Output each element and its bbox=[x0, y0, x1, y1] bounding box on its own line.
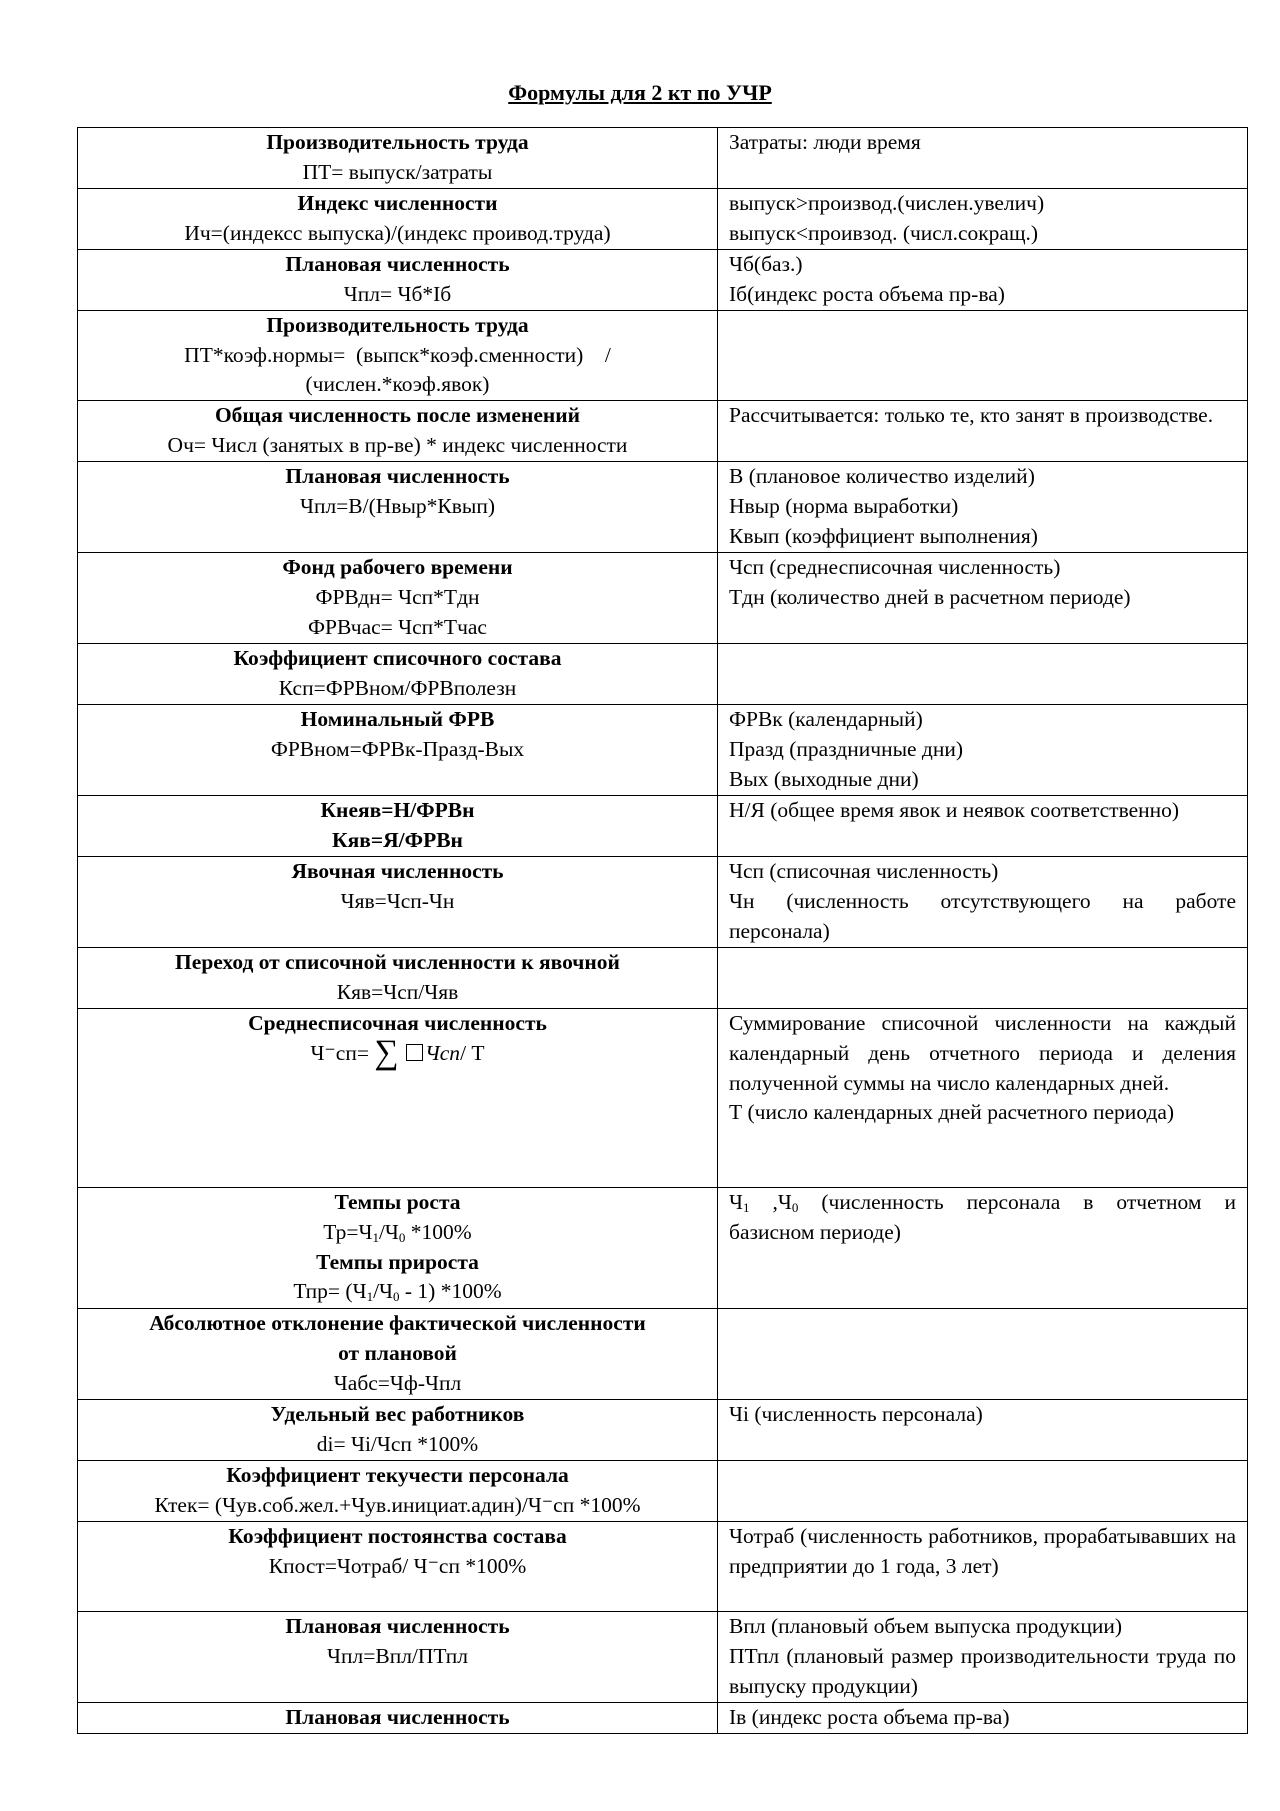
formula-cell bbox=[78, 1009, 718, 1188]
explanation-text: Чi (численность персонала) bbox=[729, 1402, 983, 1427]
formula-text: Ич=(индексс выпуска)/(индекс проивод.труда) bbox=[184, 220, 611, 245]
subscript: 0 bbox=[791, 1200, 799, 1216]
explanation-cell bbox=[718, 705, 1248, 796]
formula-heading: от плановой bbox=[338, 1340, 457, 1365]
formula-text: ФРВдн= Чсп*Тдн bbox=[315, 584, 480, 609]
formula-text: Чпл=Впл/ПТпл bbox=[327, 1643, 468, 1668]
sum-icon: ∑ bbox=[374, 1033, 399, 1071]
explanation-text: Т (число календарных дней расчетного периода) bbox=[729, 1100, 1175, 1125]
formula-text: (численность персонала в отчетном и bbox=[798, 1190, 1236, 1215]
explanation-text: Квып (коэффициент выполнения) bbox=[729, 523, 1038, 548]
explanation-cell bbox=[718, 189, 1248, 250]
table-row bbox=[78, 948, 1248, 1009]
explanation-text: Затраты: люди время bbox=[729, 130, 921, 154]
formula-text: *100% bbox=[405, 1219, 472, 1244]
formula-cell bbox=[78, 311, 718, 401]
formula-text: ФРВном=ФРВк-Празд-Вых bbox=[270, 736, 525, 761]
explanation-cell bbox=[718, 1188, 1248, 1309]
formula-text: Ктек= (Чув.соб.жел.+Чув.инициат.адин)/Ч⁻сп *100% bbox=[154, 1492, 641, 1517]
formula-text: Ч⁻сп= bbox=[310, 1040, 369, 1065]
explanation-cell bbox=[718, 1461, 1248, 1522]
formula-heading: Кнеяв=Н/ФРВн bbox=[320, 798, 475, 823]
formula-heading: Плановая численность bbox=[285, 1614, 510, 1639]
formula-text: , bbox=[749, 1190, 778, 1215]
explanation-text: Чб(баз.) bbox=[729, 252, 803, 276]
formula-cell bbox=[78, 189, 718, 250]
table-row bbox=[78, 705, 1248, 796]
explanation-text: Вых (выходные дни) bbox=[729, 766, 919, 791]
explanation-text: Нвыр (норма выработки) bbox=[729, 493, 959, 518]
formula-heading: Явочная численность bbox=[291, 859, 504, 884]
formula-text: Чпл=В/(Нвыр*Квып) bbox=[299, 493, 496, 518]
explanation-text: Рассчитывается: только те, кто занят в производстве. bbox=[729, 403, 1214, 428]
explanation-cell bbox=[718, 1522, 1248, 1612]
explanation-text: Чсп (списочная численность) bbox=[729, 859, 999, 884]
table-row bbox=[78, 644, 1248, 705]
explanation-text: Чсп (среднесписочная численность) bbox=[729, 555, 1061, 580]
subscript: 1 bbox=[372, 1229, 379, 1245]
explanation-cell bbox=[718, 553, 1248, 644]
subscript: 0 bbox=[398, 1229, 406, 1245]
explanation-cell bbox=[718, 311, 1248, 401]
formula-heading: Кяв=Я/ФРВн bbox=[332, 827, 463, 852]
formula-text: Чабс=Чф-Чпл bbox=[333, 1370, 462, 1395]
formula-text: ПТ= выпуск/затраты bbox=[302, 159, 493, 184]
formula-cell bbox=[78, 250, 718, 311]
table-row bbox=[78, 1188, 1248, 1309]
formula-heading: Производительность труда bbox=[266, 130, 529, 154]
explanation-text: Празд (праздничные дни) bbox=[729, 736, 964, 761]
explanation-cell bbox=[718, 1009, 1248, 1188]
table-row bbox=[78, 1309, 1248, 1400]
increment-formula bbox=[89, 1277, 706, 1307]
formula-cell bbox=[78, 401, 718, 462]
explanation-cell bbox=[718, 1400, 1248, 1461]
explanation-text: Впл (плановый объем выпуска продукции) bbox=[729, 1614, 1123, 1639]
formula-cell bbox=[78, 644, 718, 705]
formula-cell bbox=[78, 1461, 718, 1522]
formula-cell bbox=[78, 128, 718, 189]
formula-heading: Номинальный ФРВ bbox=[300, 707, 495, 732]
explanation-cell bbox=[718, 857, 1248, 948]
explanation-text: Iв (индекс роста объема пр-ва) bbox=[729, 1705, 1010, 1730]
subscript: 0 bbox=[393, 1289, 400, 1305]
explanation-cell bbox=[718, 401, 1248, 462]
table-row bbox=[78, 462, 1248, 553]
average-formula bbox=[89, 1033, 706, 1071]
formula-text: Ч bbox=[729, 1190, 743, 1215]
table-row bbox=[78, 1461, 1248, 1522]
table-row bbox=[78, 1009, 1248, 1188]
explanation-cell bbox=[718, 250, 1248, 311]
formula-text: - 1) *100% bbox=[399, 1279, 502, 1304]
table-row bbox=[78, 189, 1248, 250]
formula-heading: Абсолютное отклонение фактической численности bbox=[149, 1311, 646, 1336]
subscript: 1 bbox=[366, 1289, 374, 1305]
explanation-text: ПТпл (плановый размер производительности труда по выпуску продукции) bbox=[729, 1643, 1236, 1698]
formula-cell bbox=[78, 948, 718, 1009]
explanation-text: Суммирование списочной численности на каждый календарный день отчетного периода и деления полученной суммы на число календарных дней. bbox=[729, 1011, 1236, 1095]
formula-text: Тр=Ч bbox=[323, 1219, 373, 1244]
formula-text: Чпл= Чб*Iб bbox=[343, 281, 452, 306]
explanation-cell bbox=[718, 1703, 1248, 1734]
formula-cell bbox=[78, 1188, 718, 1309]
formula-cell bbox=[78, 1612, 718, 1703]
formula-text: Ксп=ФРВном/ФРВполезн bbox=[278, 675, 517, 700]
formula-heading: Плановая численность bbox=[285, 464, 510, 489]
table-row bbox=[78, 128, 1248, 189]
explanation-cell bbox=[718, 128, 1248, 189]
formula-text: /Ч bbox=[378, 1219, 399, 1244]
formula-text: / Т bbox=[460, 1040, 485, 1065]
formula-cell bbox=[78, 857, 718, 948]
formula-text: ФРВчас= Чсп*Тчас bbox=[308, 614, 487, 639]
table-row bbox=[78, 553, 1248, 644]
formula-cell bbox=[78, 705, 718, 796]
table-row bbox=[78, 1400, 1248, 1461]
formula-cell bbox=[78, 1400, 718, 1461]
formula-text: di= Чi/Чсп *100% bbox=[316, 1431, 479, 1456]
formula-cell bbox=[78, 796, 718, 857]
explanation-text: ФРВк (календарный) bbox=[729, 707, 923, 732]
table-row bbox=[78, 1703, 1248, 1734]
formula-text: Тпр= (Ч bbox=[293, 1279, 367, 1304]
explanation-text: выпуск>производ.(числен.увелич) bbox=[729, 191, 1045, 215]
subscript: 1 bbox=[742, 1200, 750, 1216]
explanation-cell bbox=[718, 1612, 1248, 1703]
growth-formula bbox=[89, 1218, 706, 1248]
formula-cell bbox=[78, 462, 718, 553]
formula-cell bbox=[78, 1522, 718, 1612]
formula-heading: Плановая численность bbox=[285, 252, 510, 276]
formula-text: Чяв=Чсп-Чн bbox=[340, 888, 455, 913]
explanation-cell bbox=[718, 1309, 1248, 1400]
explanation-text: Чотраб (численность работников, прорабатывавших на предприятии до 1 года, 3 лет) bbox=[729, 1524, 1236, 1578]
formula-heading: Индекс численности bbox=[297, 191, 498, 215]
explanation-text: выпуск<проивзод. (числ.сокращ.) bbox=[729, 220, 1039, 245]
formula-cell bbox=[78, 1703, 718, 1734]
explanation-cell bbox=[718, 462, 1248, 553]
formula-heading: Темпы роста bbox=[334, 1190, 461, 1215]
formula-heading: Общая численность после изменений bbox=[214, 403, 581, 428]
formula-heading: Темпы прироста bbox=[316, 1249, 479, 1274]
formula-cell bbox=[78, 1309, 718, 1400]
formula-heading: Переход от списочной численности к явочной bbox=[175, 950, 620, 975]
table-row bbox=[78, 250, 1248, 311]
explanation-text: Чн (численность отсутствующего на работе персонала) bbox=[729, 888, 1236, 943]
explanation-text: базисном периоде) bbox=[729, 1219, 901, 1244]
explanation-cell bbox=[718, 948, 1248, 1009]
explanation-text bbox=[729, 1188, 1236, 1218]
table-row bbox=[78, 1612, 1248, 1703]
formula-heading: Производительность труда bbox=[266, 313, 529, 337]
formula-text: Кпост=Чотраб/ Ч⁻сп *100% bbox=[268, 1553, 527, 1578]
formula-cell bbox=[78, 553, 718, 644]
formula-text: Кяв=Чсп/Чяв bbox=[336, 979, 459, 1004]
formula-heading: Плановая численность bbox=[285, 1705, 510, 1730]
explanation-text: В (плановое количество изделий) bbox=[729, 464, 1035, 489]
formulas-table bbox=[77, 127, 1248, 1734]
table-row bbox=[78, 311, 1248, 401]
explanation-text: Тдн (количество дней в расчетном периоде) bbox=[729, 584, 1131, 609]
explanation-cell bbox=[718, 796, 1248, 857]
table-row bbox=[78, 796, 1248, 857]
explanation-text: Iб(индекс роста объема пр-ва) bbox=[729, 281, 1005, 306]
table-row bbox=[78, 857, 1248, 948]
formula-heading: Удельный вес работников bbox=[270, 1402, 525, 1427]
document-title: Формулы для 2 кт по УЧР bbox=[508, 80, 772, 105]
table-row bbox=[78, 1522, 1248, 1612]
formula-heading: Фонд рабочего времени bbox=[282, 555, 513, 580]
formula-text: Оч= Числ (занятых в пр-ве) * индекс численности bbox=[167, 432, 628, 457]
explanation-cell bbox=[718, 644, 1248, 705]
formula-variable: Чсп bbox=[424, 1040, 461, 1065]
formula-heading: Среднесписочная численность bbox=[248, 1011, 547, 1036]
formula-text: /Ч bbox=[373, 1279, 394, 1304]
formula-text: (числен.*коэф.явок) bbox=[305, 372, 490, 397]
formula-text: Ч bbox=[777, 1190, 792, 1215]
formula-heading: Коэффициент текучести персонала bbox=[226, 1463, 569, 1488]
formula-heading: Коэффициент постоянства состава bbox=[228, 1524, 567, 1549]
formula-heading: Коэффициент списочного состава bbox=[233, 646, 562, 671]
table-row bbox=[78, 401, 1248, 462]
placeholder-box-icon bbox=[406, 1044, 423, 1061]
explanation-text: Н/Я (общее время явок и неявок соответственно) bbox=[729, 798, 1180, 823]
formula-text: ПТ*коэф.нормы= (выпск*коэф.сменности) / bbox=[184, 342, 611, 367]
